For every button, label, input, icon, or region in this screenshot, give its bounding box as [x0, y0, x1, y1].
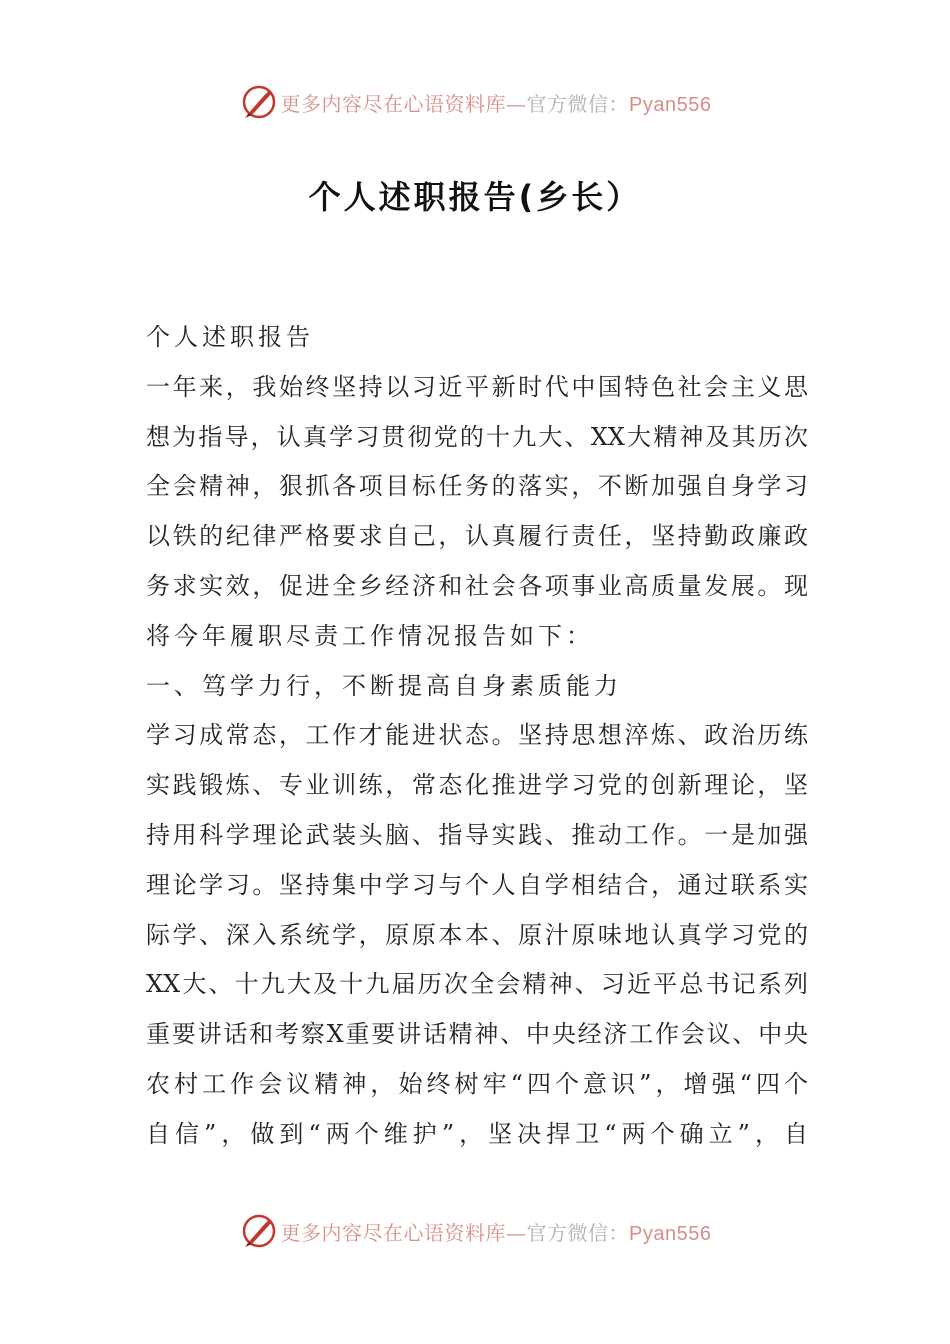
- banner-slogan: 更多内容尽在心语资料库—: [280, 91, 527, 116]
- header-watermark-banner: [0, 80, 950, 124]
- banner-wechat-label: 官方微信：: [526, 1220, 630, 1245]
- banner-text: [281, 1217, 712, 1246]
- quill-pen-logo-icon: [239, 82, 279, 122]
- body-line: 全会精神，狠抓各项目标任务的落实，不断加强自身学习: [146, 472, 808, 501]
- banner-wechat-id: Pyan556: [629, 1222, 712, 1245]
- body-line: 个人述职报告: [146, 323, 314, 351]
- banner-wechat-id: Pyan556: [629, 93, 712, 116]
- body-line: XX大、十九大及十九届历次全会精神、习近平总书记系列: [146, 970, 808, 999]
- body-line: 重要讲话和考察X重要讲话精神、中央经济工作会议、中央: [146, 1020, 808, 1049]
- section-heading: 一、笃学力行，不断提高自身素质能力: [146, 671, 622, 700]
- body-line: 一年来，我始终坚持以习近平新时代中国特色社会主义思: [146, 372, 808, 401]
- body-line: 学习成常态，工作才能进状态。坚持思想淬炼、政治历练: [146, 721, 808, 750]
- body-line: 实践锻炼、专业训练，常态化推进学习党的创新理论，坚: [146, 771, 808, 800]
- body-line: 自信”，做到“两个维护”，坚决捍卫“两个确立”，自: [146, 1119, 808, 1148]
- body-line: 持用科学理论武装头脑、指导实践、推动工作。一是加强: [146, 820, 808, 849]
- document-body: [146, 313, 808, 1160]
- footer-watermark-banner: [0, 1209, 950, 1253]
- quill-pen-logo-icon: [239, 1211, 279, 1251]
- body-line: 想为指导，认真学习贯彻党的十九大、XX大精神及其历次: [146, 422, 808, 451]
- body-line: 农村工作会议精神，始终树牢“四个意识”，增强“四个: [146, 1069, 808, 1098]
- body-line: 际学、深入系统学，原原本本、原汁原味地认真学习党的: [146, 920, 808, 949]
- body-line: 理论学习。坚持集中学习与个人自学相结合，通过联系实: [146, 870, 808, 899]
- banner-text: [281, 88, 712, 117]
- body-line: 将今年履职尽责工作情况报告如下：: [146, 621, 594, 650]
- body-line: 以铁的纪律严格要求自己，认真履行责任，坚持勤政廉政: [146, 522, 808, 551]
- body-line: 务求实效，促进全乡经济和社会各项事业高质量发展。现: [146, 571, 808, 600]
- banner-wechat-label: 官方微信：: [526, 91, 630, 116]
- banner-slogan: 更多内容尽在心语资料库—: [280, 1220, 527, 1245]
- document-title: 个人述职报告(乡长）: [308, 178, 642, 216]
